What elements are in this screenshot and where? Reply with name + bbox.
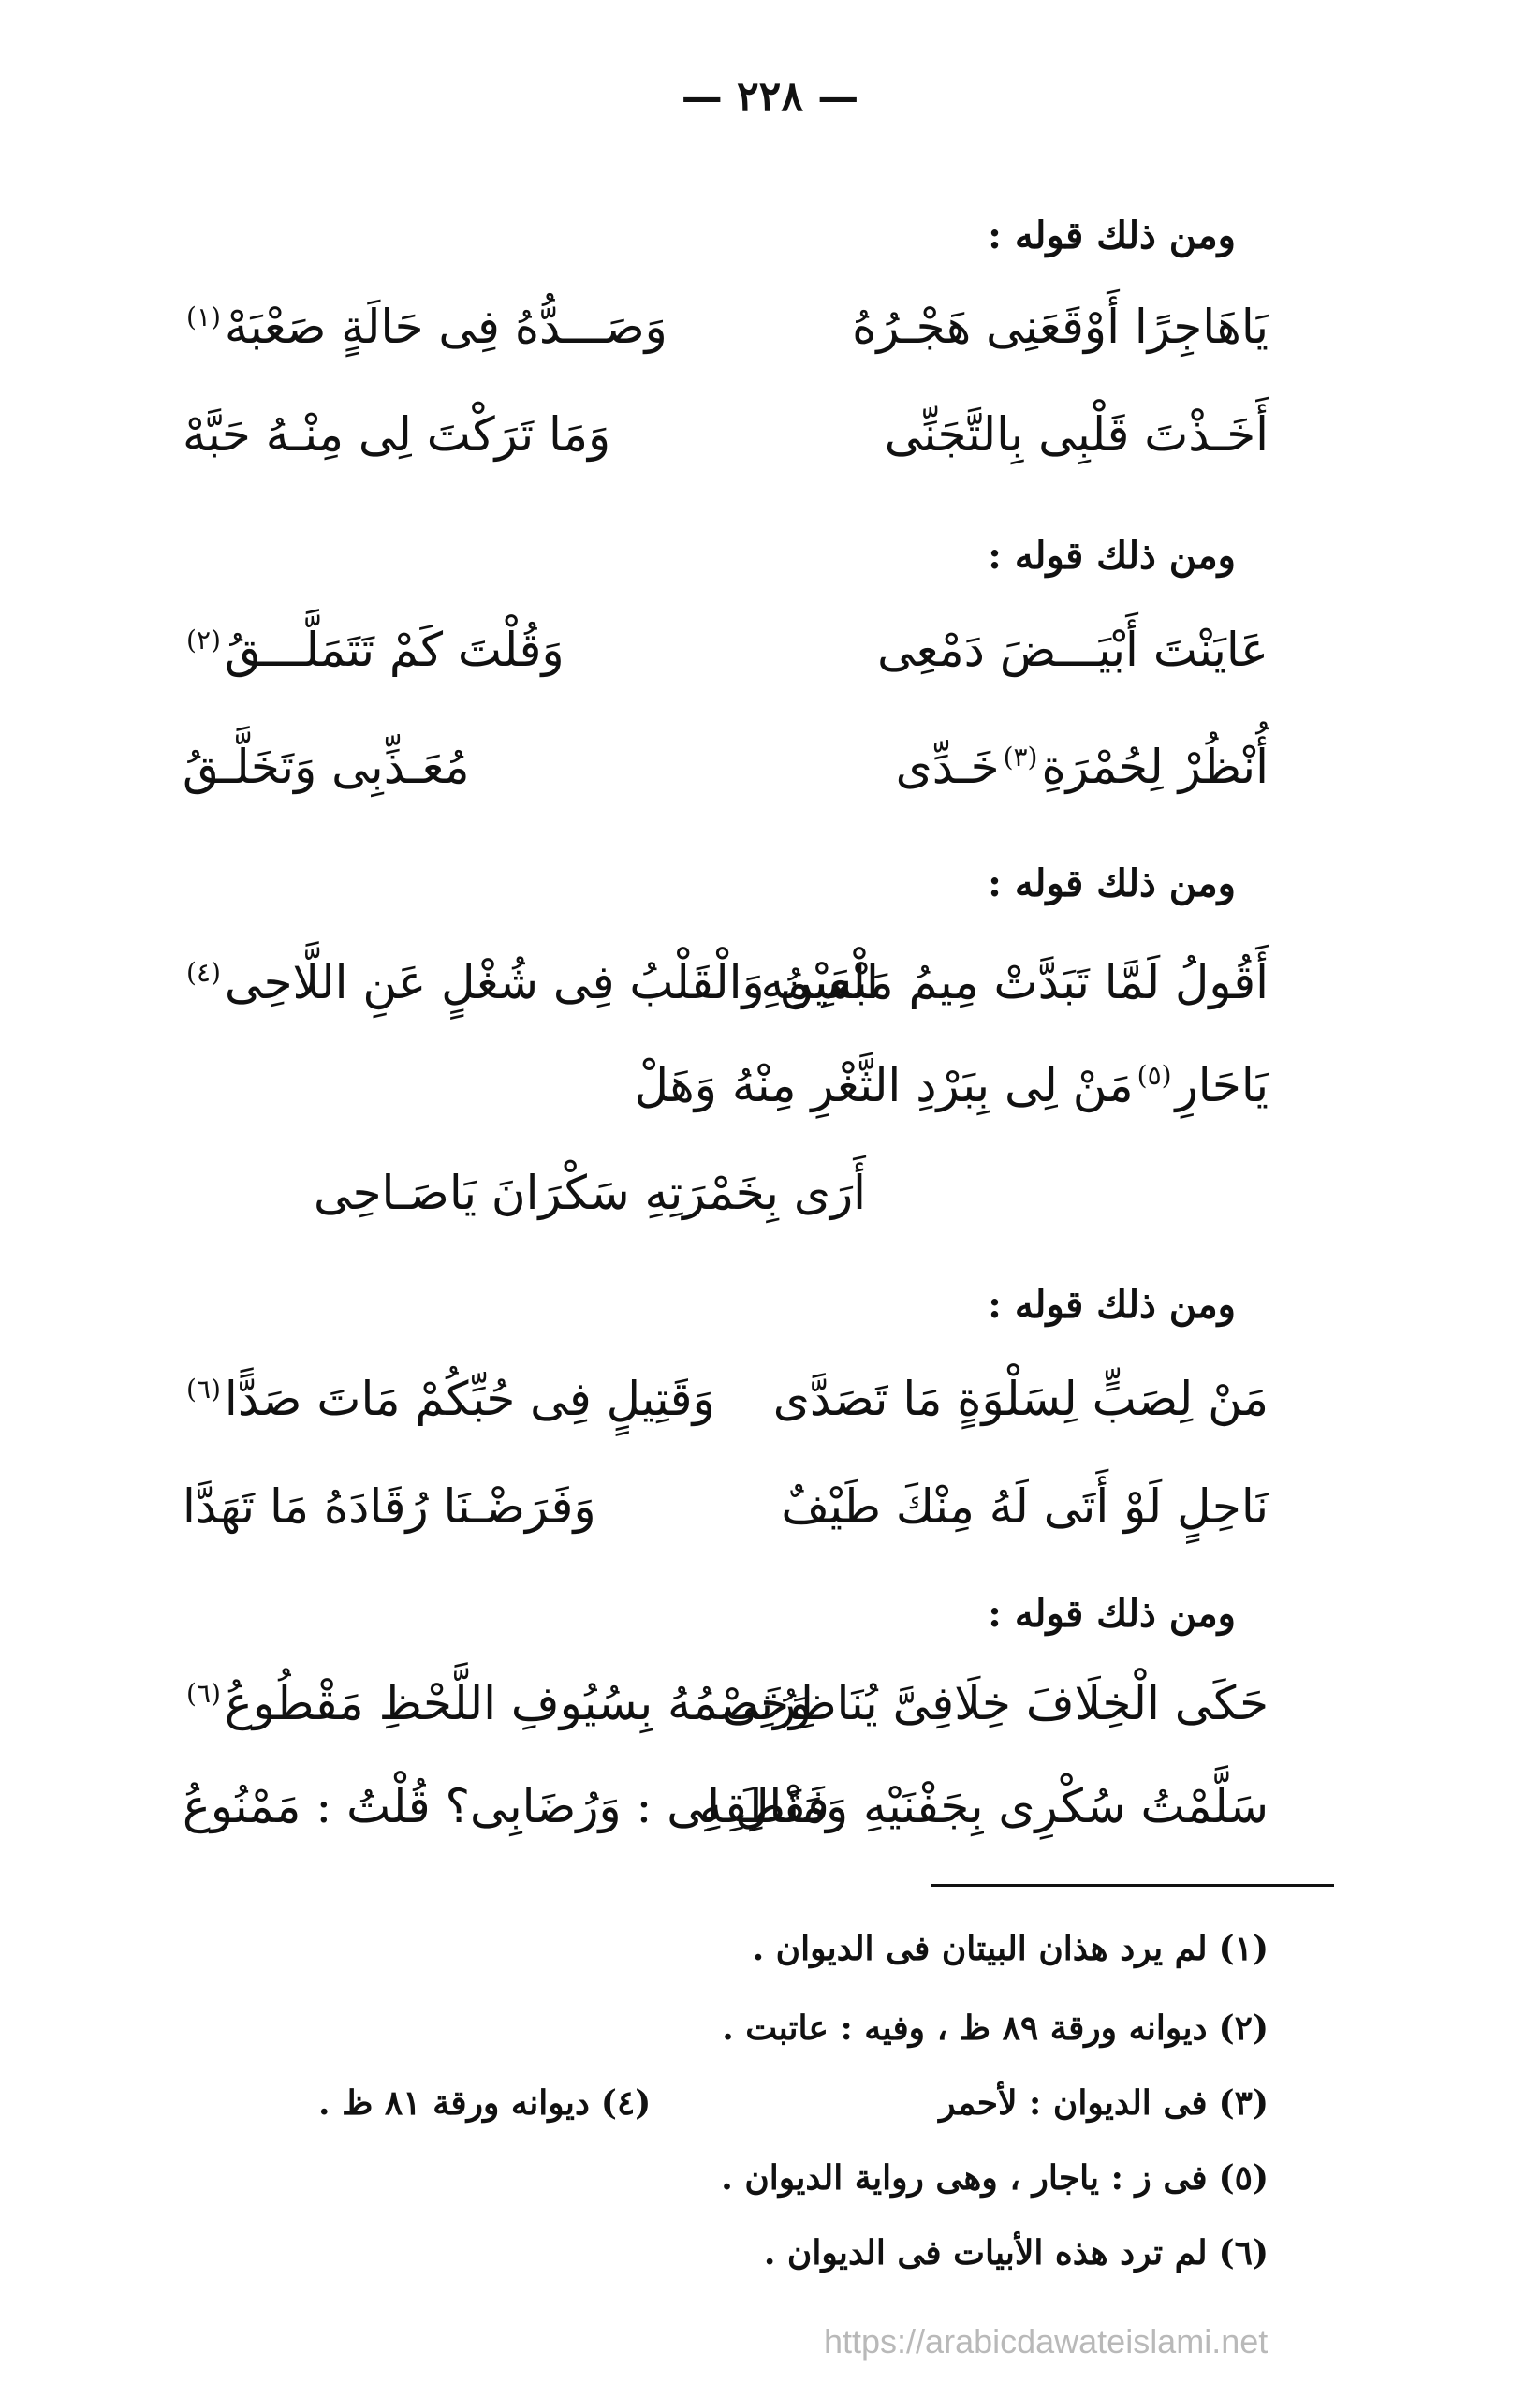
footnote-marker[interactable]: (٣)	[1003, 742, 1038, 773]
verse-line	[183, 1779, 1269, 1854]
watermark-url: https://arabicdawateislami.net	[824, 2322, 1269, 2361]
footnote-number: (١)	[1218, 1929, 1269, 1968]
footnote-marker[interactable]: (٤)	[186, 957, 221, 989]
verse-second-text: الْعَيْنُ وَالْقَلْبُ فِى شُغْلٍ عَنِ اللَّاحِى	[224, 955, 879, 1009]
verse-line	[183, 955, 1269, 1030]
footnote-marker[interactable]: (٥)	[1137, 1060, 1172, 1092]
verse-first-hemistich: مَنْ لِصَبٍّ لِسَلْوَةٍ مَا تَصَدَّى	[772, 1372, 1269, 1426]
footnote-text: فى ز : ياجار ، وهى رواية الديوان .	[721, 2158, 1208, 2198]
footnote	[939, 2083, 1269, 2123]
footnote	[764, 2233, 1269, 2273]
footnote	[721, 2158, 1269, 2198]
verse-first-hemistich: حَكَى الْخِلَافَ خِلَافِىَّ يُنَاظِرُنِى	[721, 1676, 1269, 1730]
section-intro: ومن ذلك قوله :	[988, 1592, 1236, 1636]
footnote	[753, 1929, 1269, 1968]
verse-line	[183, 407, 1269, 482]
verse-second-hemistich	[183, 623, 565, 677]
footnote-marker[interactable]: (٦)	[186, 1678, 221, 1710]
footnote-number: (٦)	[1218, 2233, 1269, 2273]
section-intro: ومن ذلك قوله :	[988, 1283, 1236, 1327]
verse-line	[183, 1372, 1269, 1447]
page-number: — ٢٢٨ —	[681, 73, 859, 121]
verse-second-hemistich	[183, 1676, 812, 1730]
verse-first-hemistich: عَايَنْتَ أَبْيَـــضَ دَمْعِى	[877, 623, 1269, 677]
verse-second-text: وَقَتِيلٍ فِى حُبِّكُمْ مَاتَ صَدًّا	[224, 1372, 715, 1426]
footnote-marker[interactable]: (٦)	[186, 1374, 221, 1405]
verse-first-hemistich: أَخَـذْتَ قَلْبِى بِالتَّجَنِّى	[884, 407, 1269, 462]
footnote-number: (٢)	[1218, 2008, 1269, 2048]
section-intro: ومن ذلك قوله :	[988, 534, 1236, 578]
footnote-number: (٤)	[600, 2083, 652, 2123]
verse-line	[183, 300, 1269, 375]
verse-first-hemistich: سَلَّمْتُ سُكْرِى بِجَفْنَيْهِ وَمَنْطِقِهِ	[699, 1779, 1269, 1833]
footnote-text: ديوانه ورقة ٨٩ ظ ، وفيه : عاتبت .	[722, 2008, 1208, 2048]
verse-first-text: أُنْظُرْ لِحُمْرَةِ	[1041, 740, 1269, 794]
verse-second-text: وَصَـــدُّهُ فِى حَالَةٍ صَعْبَهْ	[224, 300, 667, 354]
verse-line	[183, 1676, 1269, 1751]
section-intro: ومن ذلك قوله :	[988, 213, 1236, 257]
verse-line-single	[635, 1058, 1269, 1112]
verse-line	[183, 623, 1269, 698]
verse-second-hemistich: وَفَرَضْـنَا رُقَادَهُ مَا تَهَدَّا	[183, 1479, 596, 1534]
verse-line-single: أَرَى بِخَمْرَتِهِ سَكْرَانَ يَاصَـاحِى	[313, 1166, 866, 1220]
verse-second-hemistich	[183, 300, 667, 354]
footnote-text: ديوانه ورقة ٨١ ظ .	[318, 2083, 590, 2123]
verse-second-text: وَقُلْتَ كَمْ تَتَمَلَّـــقُ	[224, 623, 565, 677]
footnote	[722, 2008, 1269, 2048]
footnote-number: (٥)	[1218, 2158, 1269, 2198]
footnote-number: (٣)	[1218, 2083, 1269, 2123]
verse-first-hemistich: نَاحِلٍ لَوْ أَتَى لَهُ مِنْكَ طَيْفٌ	[781, 1479, 1269, 1534]
verse-line	[183, 740, 1269, 815]
verse-second-hemistich: وَمَا تَرَكْتَ لِى مِنْـهُ حَبَّهْ	[183, 407, 611, 462]
verse-text-after: مَنْ لِى بِبَرْدِ الثَّغْرِ مِنْهُ وَهَلْ	[634, 1058, 1134, 1112]
footnote-marker[interactable]: (٢)	[186, 625, 221, 656]
verse-second-hemistich: فَقَالَ لِى : وَرُضَابِى؟ قُلْتُ : مَمْنُوعُ	[183, 1779, 829, 1833]
footnote-text: فى الديوان : لأحمر	[939, 2083, 1208, 2123]
footnote-text: لم ترد هذه الأبيات فى الديوان .	[763, 2233, 1208, 2273]
footnote-marker[interactable]: (١)	[186, 302, 221, 333]
verse-second-hemistich	[183, 1372, 715, 1426]
verse-second-text: وَخَصْمُهُ بِسُيُوفِ اللَّحْظِ مَقْطُوعُ	[224, 1676, 813, 1730]
section-intro: ومن ذلك قوله :	[988, 861, 1236, 905]
verse-first-hemistich	[896, 740, 1269, 794]
verse-first-hemistich: أَقُولُ لَمَّا تَبَدَّتْ مِيمُ مَبْسِمِهِ	[760, 955, 1269, 1009]
verse-text: يَاحَارِ	[1175, 1058, 1269, 1112]
verse-second-hemistich	[183, 955, 879, 1009]
verse-first-text-after: خَـدِّى	[895, 740, 1000, 794]
verse-second-hemistich: مُعَـذِّبِى وَتَخَلَّـقُ	[183, 740, 470, 794]
footnote-divider	[931, 1884, 1334, 1887]
footnote-text: لم يرد هذان البيتان فى الديوان .	[752, 1929, 1208, 1968]
footnote	[318, 2083, 651, 2123]
verse-line	[183, 1479, 1269, 1554]
verse-first-hemistich: يَاهَاجِرًا أَوْقَعَنِى هَجْـرُهُ	[852, 300, 1269, 354]
